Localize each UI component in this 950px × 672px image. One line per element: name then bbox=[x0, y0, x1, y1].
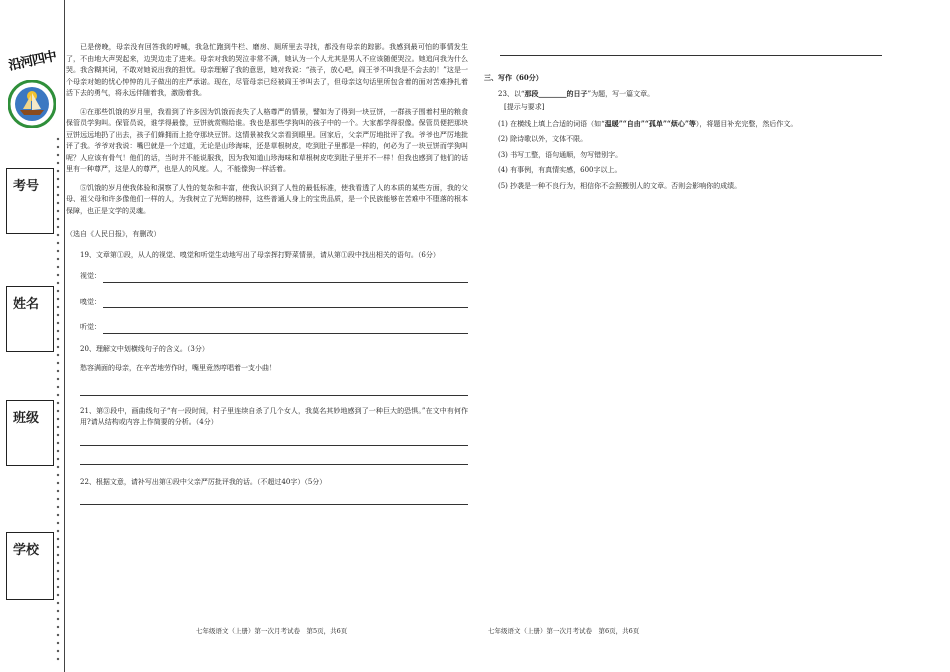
sight-label: 视觉： bbox=[80, 272, 101, 280]
question-21: 21、第③段中，画曲线句子“有一段时间，村子里连续自杀了几个女人，我莫名其妙地感到了一种巨大的恐惧。”在文中有何作用?请从结构或内容上作简要的分析。（4分） bbox=[80, 406, 468, 426]
question-20-quote: 愁容满面的母亲，在辛苦地劳作时，嘴里竟然哼唱着一支小曲！ bbox=[80, 364, 276, 372]
binding-dotted-line bbox=[56, 135, 60, 665]
school-name: 沿河四中 bbox=[7, 49, 58, 74]
page-5-footer: 七年级语文（上册）第一次月考试卷 第5页，共6页 bbox=[196, 627, 348, 635]
answer-19-sight[interactable] bbox=[66, 271, 468, 283]
binding-sidebar bbox=[0, 0, 65, 672]
requirement-1: (1) 在横线上填上合适的词语（如“温暖”“自由”“孤单”“烦心”等），将题目补充完整，然后作文。 bbox=[498, 118, 798, 128]
page-6-content bbox=[484, 72, 884, 192]
exam-number-label: 考号 bbox=[13, 179, 40, 194]
class-label: 班级 bbox=[13, 411, 40, 426]
article-source: （选自《人民日报》，有删改） bbox=[66, 230, 161, 238]
answer-19-smell[interactable] bbox=[66, 297, 468, 309]
answer-top-line[interactable] bbox=[500, 55, 882, 56]
hearing-label: 听觉： bbox=[80, 323, 101, 331]
question-22: 22、根据文意，请补写出第④段中父亲严厉批评我的话。（不超过40字）（5分） bbox=[80, 477, 327, 486]
hint-title: [提示与要求] bbox=[504, 103, 545, 111]
answer-20-line[interactable] bbox=[80, 383, 468, 396]
requirement-2: (2) 除诗歌以外，文体不限。 bbox=[498, 135, 588, 143]
answer-19-hearing[interactable] bbox=[66, 322, 468, 334]
exam-number-box[interactable] bbox=[6, 168, 54, 234]
school-label: 学校 bbox=[13, 543, 40, 558]
smell-label: 嗅觉： bbox=[80, 297, 101, 306]
question-19: 19、文章第①段，从人的视觉、嗅觉和听觉生动地写出了母亲挥打野菜情景，请从第①段中找出相关的语句。（6分） bbox=[80, 250, 440, 259]
requirement-5: (5) 抄袭是一种不良行为，相信你不会照搬别人的文章。否则会影响你的成绩。 bbox=[498, 181, 742, 190]
paragraph-3-end: 已是傍晚，母亲没有回答我的呼喊，我急忙跑到牛栏、磨房、厕所里去寻找，都没有母亲的踪影。我感到最可怕的事情发生了，不由地大声哭起来，边哭边走了进来。母亲对我的哭泣非常不满，她认为一个人尤其是男人不应该随便哭泣。她追问我为什么哭。我含糊其词，不敢对她说出我的担忧。母亲理解了我的意思，她对我说：“孩子，放心吧，阎王爷不叫我是不会去的！”这是一个母亲对她的忧心忡忡的儿子做出的庄严承诺。现在，尽管母亲已经被阎王爷叫去了，但母亲这句话里所包含着的面对苦难挣扎着活下去的勇气，将永远伴随着我，激励着我。 bbox=[66, 43, 468, 97]
requirement-3: (3) 书写工整，语句通顺，勿写错别字。 bbox=[498, 150, 623, 159]
answer-21-line-2[interactable] bbox=[80, 452, 468, 465]
name-label: 姓名 bbox=[13, 297, 40, 312]
requirement-4: (4) 有事例，有真情实感，600字以上。 bbox=[498, 166, 622, 174]
question-20: 20、理解文中划横线句子的含义。（3分） bbox=[80, 344, 209, 353]
example-words: 温暖”“自由”“孤单”“烦心”等 bbox=[604, 118, 696, 128]
school-logo-icon bbox=[8, 80, 56, 128]
question-23: 23、以“那段________的日子”为题，写一篇文章。 bbox=[498, 88, 655, 98]
paragraph-4: ④在那些饥饿的岁月里，我看到了许多因为饥饿而丧失了人格尊严的情景，譬如为了得到一块豆饼，一群孩子围着村里的粮食保管员学狗叫。保管员说，谁学得最像，豆饼就赏赐给谁。我也是那些学狗叫的孩子中的一个。大家都学得很像。保管员便把那块豆饼远远地扔了出去，孩子们蜂拥而上抢夺那块豆饼。这情景被我父亲看到眼里。回家后，父亲严厉地批评了我。爷爷也严厉地批评了我。爷爷对我说：嘴巴就是一个过道，无论是山珍海味，还是草根树皮，吃到肚子里都是一样的，何必为了一块豆饼而学狗叫呢？人应该有骨气！他们的话，当时并不能说服我，因为我知道山珍海味和草根树皮吃到肚子里并不一样！但我也感到了他们的话里有一种尊严，这是人的尊严，也是人的风度。人，不能像狗一样活着。 bbox=[66, 107, 468, 173]
answer-22-line[interactable] bbox=[80, 492, 468, 505]
paragraph-5: ⑤饥饿的岁月使我体验和洞察了人性的复杂和丰富，使我认识到了人性的最低标准，使我看透了人的本质的某些方面，我的父母、祖父母和许多像他们一样的人，为我树立了光辉的榜样，这些普通人身上的宝贵品质，是一个民族能够在苦难中不堕落的根本保障，也正是文学的灵魂。 bbox=[66, 183, 468, 215]
school-box[interactable] bbox=[6, 532, 54, 600]
essay-title: 那段________的日子 bbox=[524, 88, 588, 98]
page-5-content bbox=[66, 42, 468, 505]
class-box[interactable] bbox=[6, 400, 54, 466]
name-box[interactable] bbox=[6, 286, 54, 352]
writing-section-title: 三、写作（60分） bbox=[484, 73, 543, 82]
page-6-footer: 七年级语文（上册）第一次月考试卷 第6页，共6页 bbox=[488, 627, 640, 635]
answer-21-line-1[interactable] bbox=[80, 433, 468, 446]
